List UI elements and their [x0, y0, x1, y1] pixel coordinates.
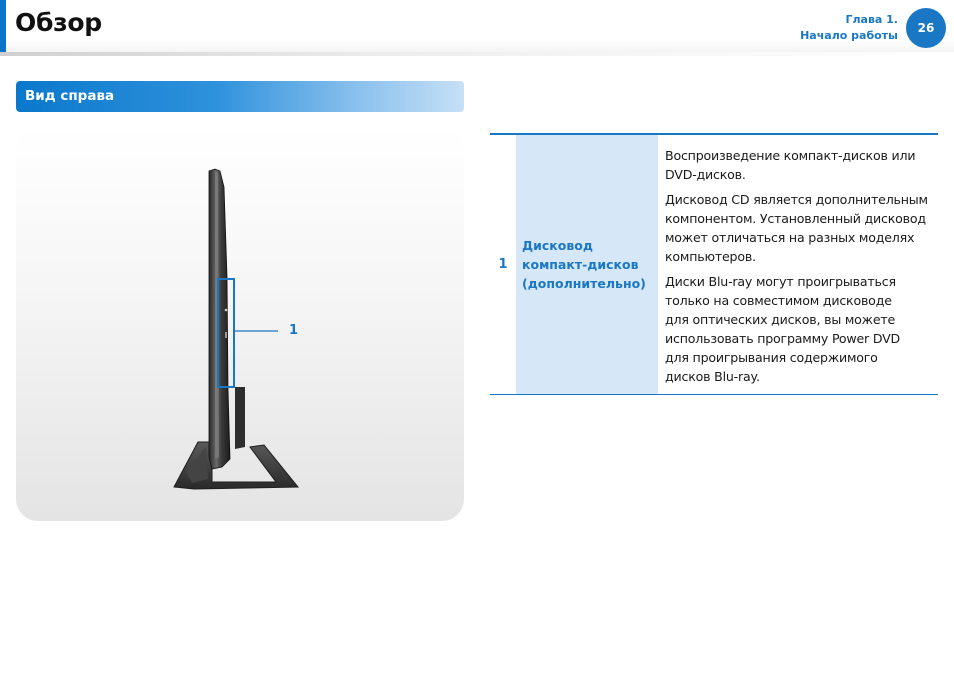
chapter-number: Глава 1. [845, 13, 898, 26]
section-header [16, 81, 464, 112]
row-name-line: (дополнительно) [522, 276, 646, 291]
page-number-badge: 26 [906, 8, 946, 48]
description-line: для оптических дисков, вы можете [665, 312, 896, 327]
table-bottom-rule [490, 394, 938, 395]
callout-number: 1 [289, 323, 299, 338]
section-title: Вид справа [25, 88, 115, 104]
row-name-line: компакт-дисков [522, 257, 639, 272]
description-paragraph [665, 272, 947, 386]
device-figure [16, 127, 464, 521]
description-line: дисков Blu-ray. [665, 369, 760, 384]
description-line: может отличаться на разных моделях [665, 230, 915, 245]
description-line: только на совместимом дисководе [665, 293, 892, 308]
description-paragraph [665, 190, 947, 266]
drive-indicator-icon [225, 309, 228, 312]
page-title: Обзор [15, 8, 102, 37]
description-line: Воспроизведение компакт-дисков или [665, 148, 916, 163]
description-line: Дисковод CD является дополнительным [665, 192, 928, 207]
description-line: компонентом. Установленный дисковод [665, 211, 926, 226]
description-line: для проигрывания содержимого [665, 350, 878, 365]
monitor-body [209, 169, 230, 469]
description-line: Диски Blu-ray могут проигрываться [665, 274, 896, 289]
table-row-number: 1 [498, 257, 508, 272]
drive-eject-button [225, 332, 227, 338]
chapter-name: Начало работы [800, 29, 898, 42]
header-divider [0, 52, 954, 56]
chapter-label [800, 12, 898, 44]
rear-support [235, 387, 245, 449]
header-accent-bar [0, 0, 6, 52]
monitor-side-view-illustration [16, 127, 464, 521]
row-name-line: Дисковод [522, 238, 593, 253]
table-row-description [665, 146, 947, 392]
table-row-name [516, 135, 658, 394]
description-line: компьютеров. [665, 249, 756, 264]
description-line: использовать программу Power DVD [665, 331, 901, 346]
description-line: DVD-дисков. [665, 167, 746, 182]
description-paragraph [665, 146, 947, 184]
page-header [0, 0, 954, 56]
